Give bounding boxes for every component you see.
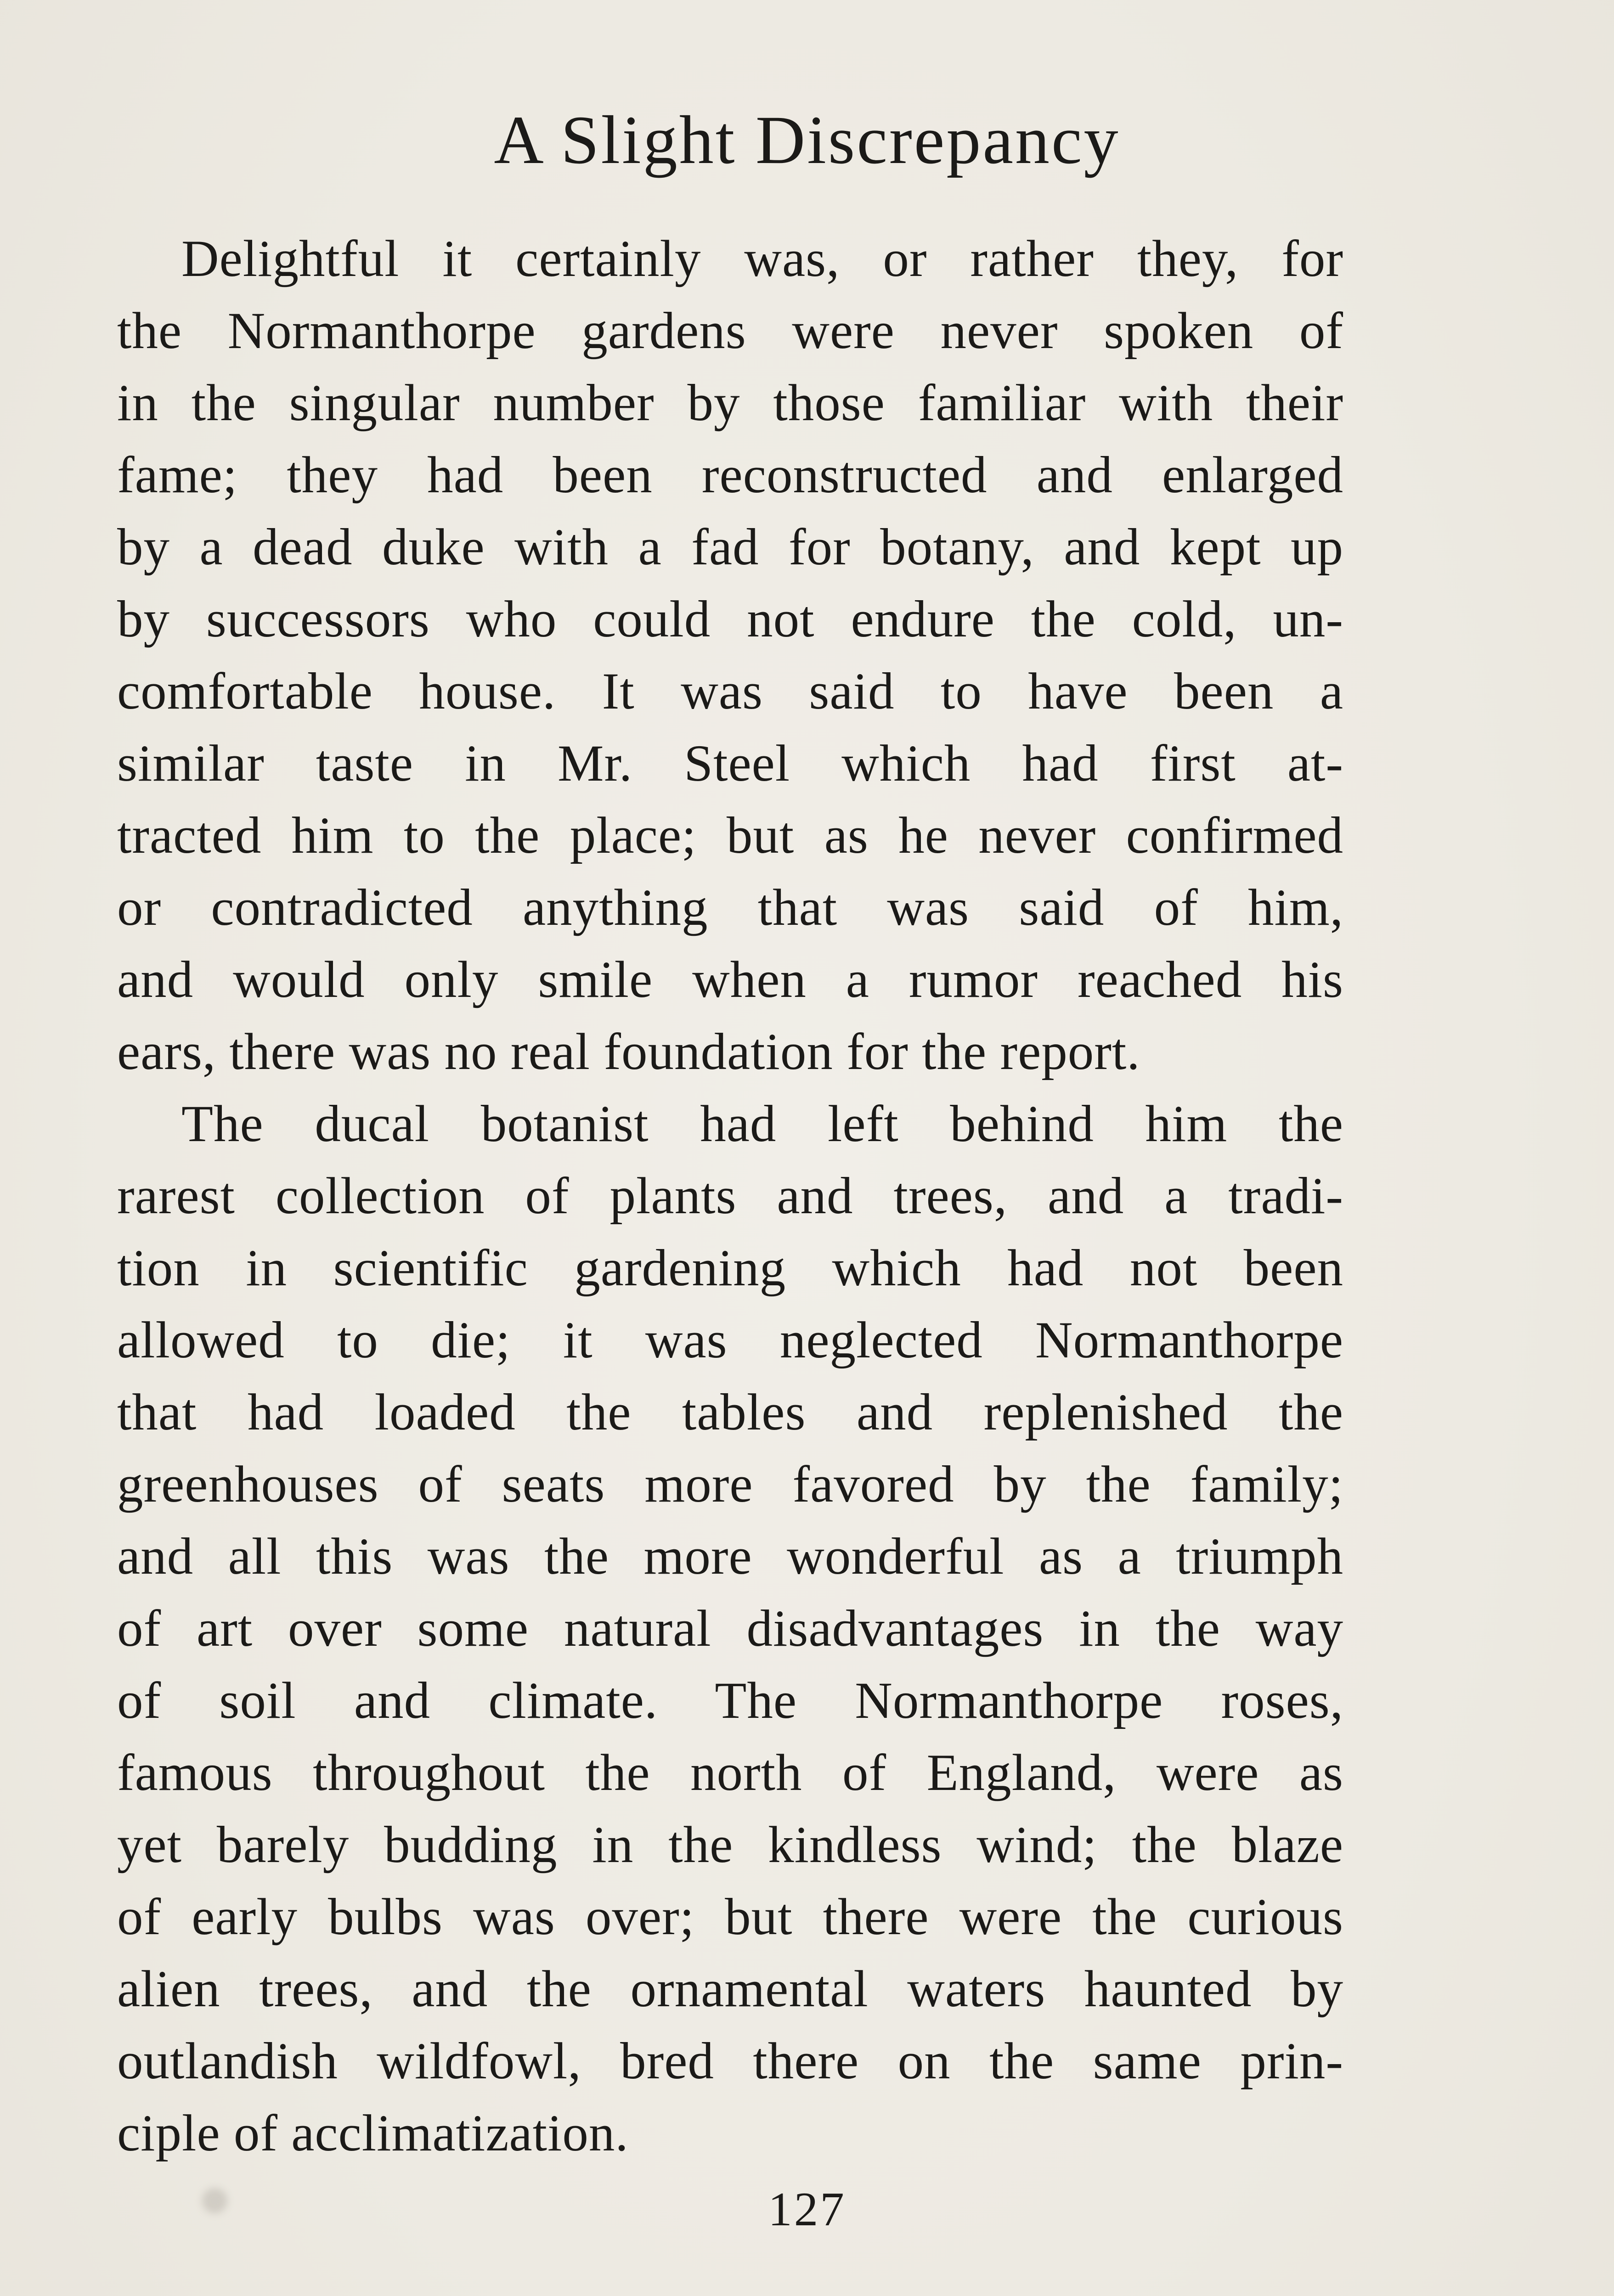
text-line: of art over some natural disadvantages in the way (117, 1600, 1343, 1657)
text-line: that had loaded the tables and replenished the (117, 1384, 1343, 1441)
text-line: by successors who could not endure the cold, un- (117, 591, 1343, 648)
text-line: yet barely budding in the kindless wind; the blaze (117, 1816, 1343, 1874)
text-line: fame; they had been reconstructed and enlarged (117, 446, 1343, 504)
text-line: and would only smile when a rumor reached his (117, 951, 1343, 1008)
text-line: tracted him to the place; but as he never confirmed (117, 807, 1343, 864)
text-line: tion in scientific gardening which had not been (117, 1239, 1343, 1297)
text-line: or contradicted anything that was said of him, (117, 879, 1343, 936)
running-head: A Slight Discrepancy (494, 102, 1120, 178)
text-line: The ducal botanist had left behind him the (181, 1095, 1343, 1153)
body-text (117, 223, 1343, 2169)
text-line: ears, there was no real foundation for the report. (117, 1023, 1140, 1080)
text-line: the Normanthorpe gardens were never spoken of (117, 302, 1343, 360)
text-line: similar taste in Mr. Steel which had first at- (117, 735, 1343, 792)
text-line: rarest collection of plants and trees, and a tradi- (117, 1167, 1343, 1225)
text-line: outlandish wildfowl, bred there on the same prin- (117, 2032, 1343, 2090)
text-line: by a dead duke with a fad for botany, and kept up (117, 518, 1343, 576)
text-line: ciple of acclimatization. (117, 2105, 629, 2162)
text-line: of soil and climate. The Normanthorpe roses, (117, 1672, 1343, 1729)
text-line: and all this was the more wonderful as a triumph (117, 1528, 1343, 1585)
page-number: 127 (768, 2182, 846, 2236)
text-line: alien trees, and the ornamental waters haunted by (117, 1960, 1343, 2018)
text-line: comfortable house. It was said to have been a (117, 663, 1343, 720)
text-line: Delightful it certainly was, or rather they, for (181, 230, 1343, 287)
text-line: of early bulbs was over; but there were the curious (117, 1888, 1343, 1946)
text-line: in the singular number by those familiar with their (117, 374, 1343, 432)
text-line: allowed to die; it was neglected Normanthorpe (117, 1311, 1343, 1369)
text-line: famous throughout the north of England, were as (117, 1744, 1343, 1801)
text-line: greenhouses of seats more favored by the family; (117, 1456, 1343, 1513)
